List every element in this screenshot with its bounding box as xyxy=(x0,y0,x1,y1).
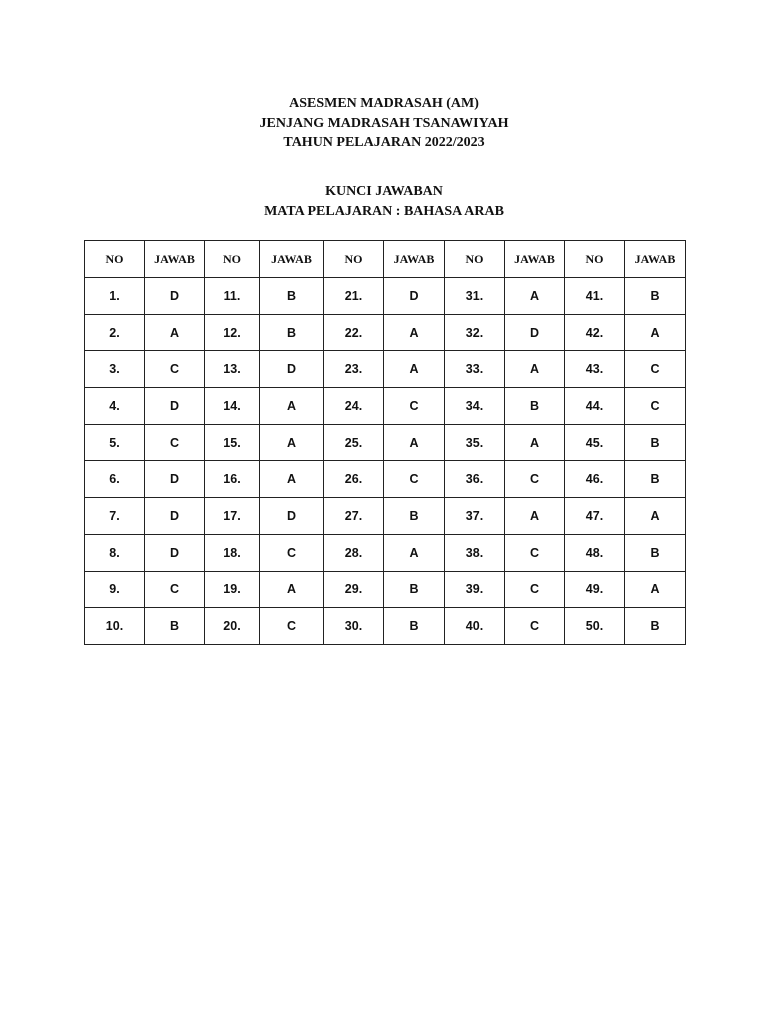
column-header-jawab: JAWAB xyxy=(260,241,324,278)
column-header-jawab: JAWAB xyxy=(145,241,205,278)
answer-cell: A xyxy=(260,388,324,425)
answer-cell: C xyxy=(260,534,324,571)
column-header-jawab: JAWAB xyxy=(625,241,686,278)
question-number-cell: 17. xyxy=(205,498,260,535)
question-number-cell: 19. xyxy=(205,571,260,608)
question-number-cell: 44. xyxy=(565,388,625,425)
question-number-cell: 45. xyxy=(565,424,625,461)
question-number-cell: 39. xyxy=(445,571,505,608)
question-number-cell: 28. xyxy=(324,534,384,571)
question-number-cell: 5. xyxy=(85,424,145,461)
table-header-row xyxy=(85,241,686,278)
column-header-no: NO xyxy=(324,241,384,278)
answer-cell: B xyxy=(505,388,565,425)
answer-cell: B xyxy=(260,278,324,315)
table-row xyxy=(85,571,686,608)
answer-cell: B xyxy=(384,608,445,645)
answer-cell: D xyxy=(145,498,205,535)
question-number-cell: 23. xyxy=(324,351,384,388)
answer-cell: A xyxy=(384,314,445,351)
question-number-cell: 26. xyxy=(324,461,384,498)
question-number-cell: 21. xyxy=(324,278,384,315)
answer-cell: A xyxy=(260,461,324,498)
column-header-no: NO xyxy=(85,241,145,278)
answer-cell: C xyxy=(625,351,686,388)
question-number-cell: 29. xyxy=(324,571,384,608)
question-number-cell: 3. xyxy=(85,351,145,388)
answer-cell: C xyxy=(145,351,205,388)
answer-cell: D xyxy=(260,498,324,535)
question-number-cell: 31. xyxy=(445,278,505,315)
column-header-jawab: JAWAB xyxy=(505,241,565,278)
answer-cell: C xyxy=(145,571,205,608)
question-number-cell: 43. xyxy=(565,351,625,388)
question-number-cell: 25. xyxy=(324,424,384,461)
column-header-no: NO xyxy=(205,241,260,278)
question-number-cell: 24. xyxy=(324,388,384,425)
question-number-cell: 22. xyxy=(324,314,384,351)
answer-cell: A xyxy=(260,424,324,461)
question-number-cell: 7. xyxy=(85,498,145,535)
answer-cell: A xyxy=(260,571,324,608)
question-number-cell: 8. xyxy=(85,534,145,571)
subject-title: MATA PELAJARAN : BAHASA ARAB xyxy=(264,204,504,219)
header-year: TAHUN PELAJARAN 2022/2023 xyxy=(283,135,485,150)
table-row xyxy=(85,314,686,351)
answer-cell: A xyxy=(384,424,445,461)
question-number-cell: 36. xyxy=(445,461,505,498)
question-number-cell: 47. xyxy=(565,498,625,535)
answer-cell: C xyxy=(505,461,565,498)
question-number-cell: 12. xyxy=(205,314,260,351)
answer-cell: C xyxy=(505,534,565,571)
document-header xyxy=(0,94,768,153)
answer-key-table xyxy=(84,240,686,645)
answer-cell: A xyxy=(505,424,565,461)
table-row xyxy=(85,498,686,535)
question-number-cell: 6. xyxy=(85,461,145,498)
question-number-cell: 4. xyxy=(85,388,145,425)
table-row xyxy=(85,608,686,645)
answer-cell: A xyxy=(505,351,565,388)
question-number-cell: 49. xyxy=(565,571,625,608)
answer-cell: D xyxy=(145,278,205,315)
question-number-cell: 27. xyxy=(324,498,384,535)
question-number-cell: 33. xyxy=(445,351,505,388)
answer-cell: C xyxy=(260,608,324,645)
question-number-cell: 32. xyxy=(445,314,505,351)
question-number-cell: 42. xyxy=(565,314,625,351)
question-number-cell: 35. xyxy=(445,424,505,461)
answer-cell: D xyxy=(145,461,205,498)
document-subheader xyxy=(0,182,768,222)
question-number-cell: 18. xyxy=(205,534,260,571)
question-number-cell: 11. xyxy=(205,278,260,315)
question-number-cell: 20. xyxy=(205,608,260,645)
answer-cell: C xyxy=(384,388,445,425)
table-row xyxy=(85,534,686,571)
question-number-cell: 16. xyxy=(205,461,260,498)
question-number-cell: 37. xyxy=(445,498,505,535)
answer-cell: B xyxy=(145,608,205,645)
table-row xyxy=(85,424,686,461)
column-header-jawab: JAWAB xyxy=(384,241,445,278)
answer-cell: C xyxy=(505,571,565,608)
answer-cell: A xyxy=(505,498,565,535)
answer-cell: C xyxy=(145,424,205,461)
question-number-cell: 14. xyxy=(205,388,260,425)
answer-cell: A xyxy=(505,278,565,315)
answer-cell: B xyxy=(384,498,445,535)
answer-cell: C xyxy=(505,608,565,645)
column-header-no: NO xyxy=(565,241,625,278)
answer-cell: B xyxy=(625,608,686,645)
column-header-no: NO xyxy=(445,241,505,278)
question-number-cell: 46. xyxy=(565,461,625,498)
table-row xyxy=(85,388,686,425)
answer-cell: D xyxy=(145,388,205,425)
question-number-cell: 38. xyxy=(445,534,505,571)
answer-cell: B xyxy=(384,571,445,608)
header-title: ASESMEN MADRASAH (AM) xyxy=(289,96,479,111)
question-number-cell: 48. xyxy=(565,534,625,571)
answer-cell: B xyxy=(625,278,686,315)
answer-cell: D xyxy=(505,314,565,351)
answer-cell: A xyxy=(625,498,686,535)
answer-cell: B xyxy=(625,424,686,461)
question-number-cell: 34. xyxy=(445,388,505,425)
table-body xyxy=(85,278,686,645)
question-number-cell: 10. xyxy=(85,608,145,645)
table-row xyxy=(85,278,686,315)
answer-cell: A xyxy=(625,314,686,351)
question-number-cell: 1. xyxy=(85,278,145,315)
table-row xyxy=(85,351,686,388)
question-number-cell: 13. xyxy=(205,351,260,388)
answer-cell: C xyxy=(625,388,686,425)
question-number-cell: 50. xyxy=(565,608,625,645)
table-row xyxy=(85,461,686,498)
answer-cell: A xyxy=(625,571,686,608)
question-number-cell: 15. xyxy=(205,424,260,461)
question-number-cell: 2. xyxy=(85,314,145,351)
question-number-cell: 9. xyxy=(85,571,145,608)
answer-key-title: KUNCI JAWABAN xyxy=(325,184,443,199)
answer-cell: A xyxy=(384,351,445,388)
question-number-cell: 41. xyxy=(565,278,625,315)
question-number-cell: 30. xyxy=(324,608,384,645)
answer-cell: C xyxy=(384,461,445,498)
answer-cell: A xyxy=(145,314,205,351)
answer-cell: B xyxy=(625,461,686,498)
answer-cell: D xyxy=(384,278,445,315)
answer-cell: B xyxy=(625,534,686,571)
answer-cell: A xyxy=(384,534,445,571)
header-level: JENJANG MADRASAH TSANAWIYAH xyxy=(259,115,509,131)
answer-cell: D xyxy=(260,351,324,388)
answer-cell: D xyxy=(145,534,205,571)
question-number-cell: 40. xyxy=(445,608,505,645)
answer-cell: B xyxy=(260,314,324,351)
